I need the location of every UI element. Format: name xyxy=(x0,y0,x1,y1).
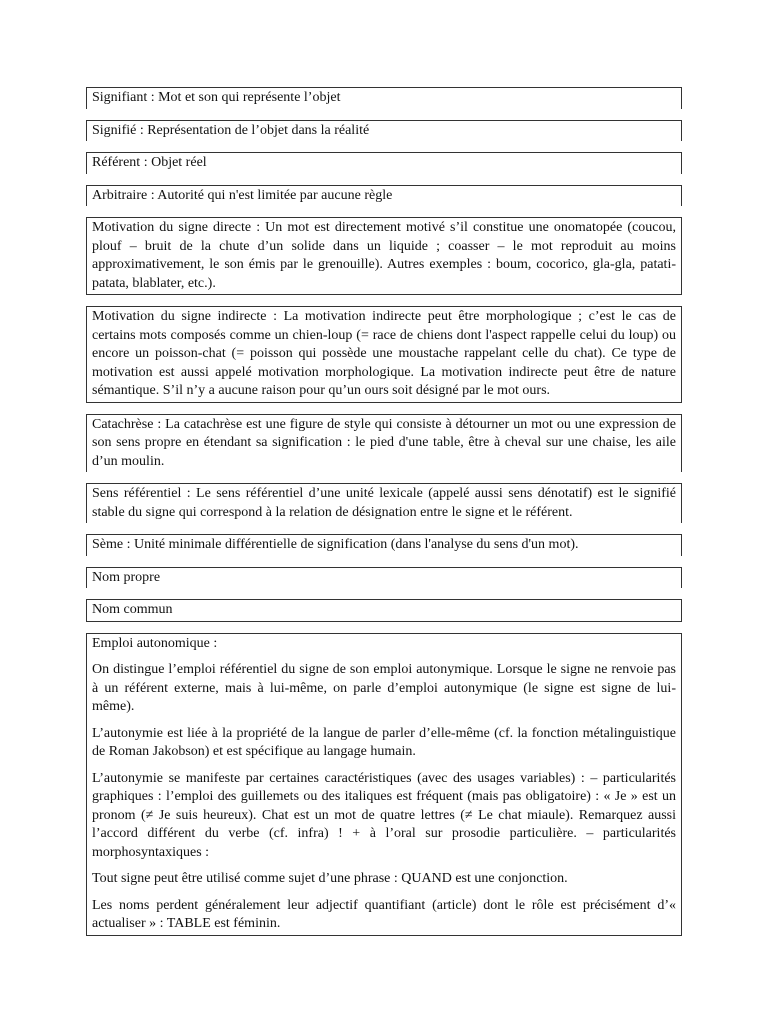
definition-text: Motivation du signe indirecte : La motivation indirecte peut être morphologique ; c’est le cas de certains mots composés comme un chien-loup (= race de chiens dont l'aspect rappelle celui du loup) ou encore un poisson-chat (= poisson qui possède une moustache rappelant celle du chat). Ce type de motivation est aussi appelé motivation morphologique. La motivation indirecte peut être de nature sémantique. S’il n’y a aucune raison pour qu’un ours soit désigné par le mot ours. xyxy=(92,309,676,398)
definition-text: Sens référentiel : Le sens référentiel d’une unité lexicale (appelé aussi sens dénotatif) est le signifié stable du signe qui correspond à la relation de désignation entre le signe et le référent. xyxy=(92,486,676,520)
autonymique-paragraph: On distingue l’emploi référentiel du signe de son emploi autonymique. Lorsque le signe ne renvoie pas à un référent externe, mais à lui-même, on parle d’emploi autonymique (le signe est signe de lui-même). xyxy=(92,662,676,714)
definition-text: Arbitraire : Autorité qui n'est limitée par aucune règle xyxy=(92,187,393,203)
definition-nom-commun xyxy=(86,599,682,622)
definition-referent xyxy=(86,152,682,174)
glossary-page xyxy=(86,87,682,936)
definition-emploi-autonymique xyxy=(86,633,682,936)
definition-text: Nom commun xyxy=(92,602,173,617)
definition-nom-propre xyxy=(86,567,682,589)
autonymique-paragraph: L’autonymie se manifeste par certaines caractéristiques (avec des usages variables) : – particularités graphiques : l’emploi des guillemets ou des italiques est fréquent (mais pas obligatoire) : « Je » est un pronom (≠ Je suis heureux). Chat est un mot de quatre lettres (≠ Le chat miaule). Remarquez aussi l’accord différent du verbe (cf. infra) ! + à l’oral sur prosodie particulière. – particularités morphosyntaxiques : xyxy=(92,770,676,860)
definition-signifiant xyxy=(86,87,682,109)
definition-motivation-indirecte xyxy=(86,306,682,403)
definition-text: Référent : Objet réel xyxy=(92,155,207,170)
definition-text: Catachrèse : La catachrèse est une figure de style qui consiste à détourner un mot ou une expression de son sens propre en étendant sa signification : le pied d'une table, être à cheval sur une chaise, les aile d’un moulin. xyxy=(92,416,676,469)
definition-text: Signifié : Représentation de l’objet dans la réalité xyxy=(92,122,370,138)
definition-signifie xyxy=(86,120,682,142)
definition-text: Motivation du signe directe : Un mot est directement motivé s’il constitue une onomatopée (coucou, plouf – bruit de la chute d’un solide dans un liquide ; coasser – le mot reproduit au moins approximativement, le son émis par le grenouille). Autres exemples : boum, cocorico, gla-gla, patati-patata, blablater, etc.). xyxy=(92,220,676,291)
autonymique-paragraph: L’autonymie est liée à la propriété de la langue de parler d’elle-même (cf. la fonction métalinguistique de Roman Jakobson) et est spécifique au langage humain. xyxy=(92,725,676,759)
definition-text: Nom propre xyxy=(92,569,161,585)
definition-arbitraire xyxy=(86,185,682,207)
definition-seme xyxy=(86,534,682,556)
definition-catachrese xyxy=(86,414,682,473)
definition-text: Sème : Unité minimale différentielle de signification (dans l'analyse du sens d'un mot). xyxy=(92,537,579,552)
definition-text: Signifiant : Mot et son qui représente l’objet xyxy=(92,90,341,105)
autonymique-paragraph: Tout signe peut être utilisé comme sujet d’une phrase : QUAND est une conjonction. xyxy=(92,871,568,886)
definition-sens-referentiel xyxy=(86,483,682,523)
autonymique-paragraph: Les noms perdent généralement leur adjectif quantifiant (article) dont le rôle est précisément d’« actualiser » : TABLE est féminin. xyxy=(92,897,676,931)
definition-motivation-directe xyxy=(86,217,682,295)
autonymique-title: Emploi autonomique : xyxy=(92,635,218,651)
